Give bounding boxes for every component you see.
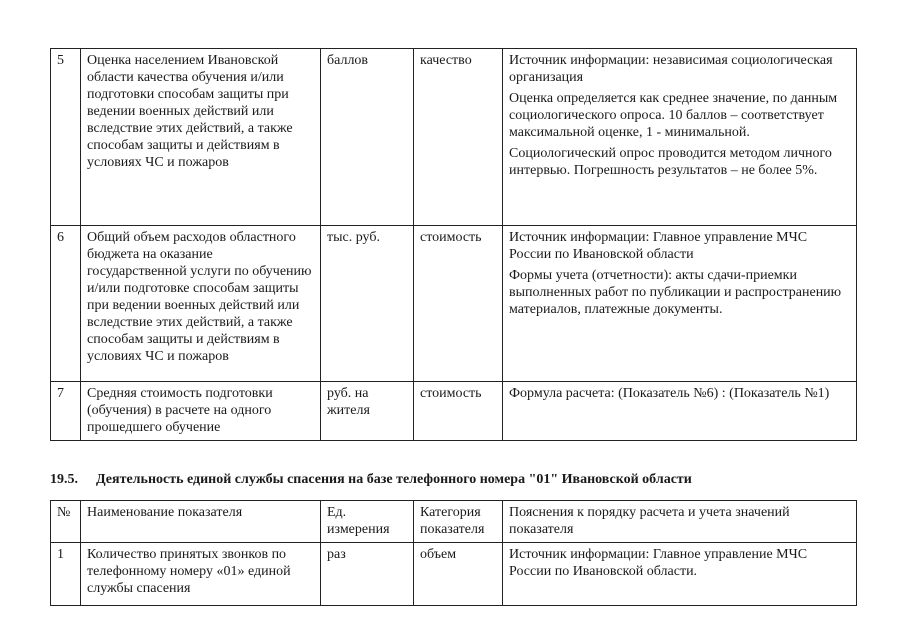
unit-of-measure: руб. на жителя (321, 382, 414, 441)
note-paragraph: Социологический опрос проводится методом личного интервью. Погрешность результатов – не более 5%. (509, 146, 832, 178)
unit-of-measure: тыс. руб. (321, 226, 414, 382)
table-row (51, 49, 857, 226)
indicator-notes (503, 49, 857, 226)
indicator-name: Оценка населением Ивановской области качества обучения и/или подготовки способам защиты при ведении военных действий или вследствие этих действий, а также способам защиты и действиям в условиях ЧС и пожаров (81, 49, 321, 226)
unit-of-measure: баллов (321, 49, 414, 226)
indicator-category: стоимость (414, 226, 503, 382)
header-notes: Пояснения к порядку расчета и учета значений показателя (503, 501, 857, 543)
indicator-name: Общий объем расходов областного бюджета на оказание государственной услуги по обучению и/или подготовке способам защиты при ведении военных действий или вследствие этих действий, а также способам защиты и действиям в условиях ЧС и пожаров (81, 226, 321, 382)
table-row (51, 382, 857, 441)
row-number: 6 (51, 226, 81, 382)
indicator-notes (503, 226, 857, 382)
table-row (51, 226, 857, 382)
indicator-notes (503, 382, 857, 441)
header-unit: Ед. измерения (321, 501, 414, 543)
header-name: Наименование показателя (81, 501, 321, 543)
service-indicators-table (50, 500, 857, 606)
row-number: 5 (51, 49, 81, 226)
table-row (51, 543, 857, 606)
row-number: 1 (51, 543, 81, 606)
header-num: № (51, 501, 81, 543)
note-paragraph: Оценка определяется как среднее значение, по данным социологического опроса. 10 баллов – соответствует максимальной оценке, 1 - минимальной. (509, 91, 838, 140)
note-paragraph: Источник информации: независимая социологическая организация (509, 53, 833, 85)
indicator-name: Средняя стоимость подготовки (обучения) в расчете на одного прошедшего обучение (81, 382, 321, 441)
note-paragraph: Формы учета (отчетности): акты сдачи-приемки выполненных работ по публикации и распространению материалов, платежные документы. (509, 268, 842, 317)
note-paragraph: Источник информации: Главное управление МЧС России по Ивановской области (509, 230, 808, 262)
indicators-table (50, 48, 857, 441)
unit-of-measure: раз (321, 543, 414, 606)
indicator-name: Количество принятых звонков по телефонному номеру «01» единой службы спасения (81, 543, 321, 606)
row-number: 7 (51, 382, 81, 441)
indicator-category: качество (414, 49, 503, 226)
header-category: Категория показателя (414, 501, 503, 543)
indicator-notes (503, 543, 857, 606)
section-number: 19.5. (50, 472, 78, 487)
section-heading (50, 471, 692, 488)
note-paragraph: Формула расчета: (Показатель №6) : (Показатель №1) (509, 386, 830, 401)
indicator-category: объем (414, 543, 503, 606)
note-paragraph: Источник информации: Главное управление МЧС России по Ивановской области. (509, 547, 808, 579)
indicator-category: стоимость (414, 382, 503, 441)
section-title: Деятельность единой службы спасения на базе телефонного номера "01" Ивановской области (96, 472, 692, 487)
table-header-row (51, 501, 857, 543)
